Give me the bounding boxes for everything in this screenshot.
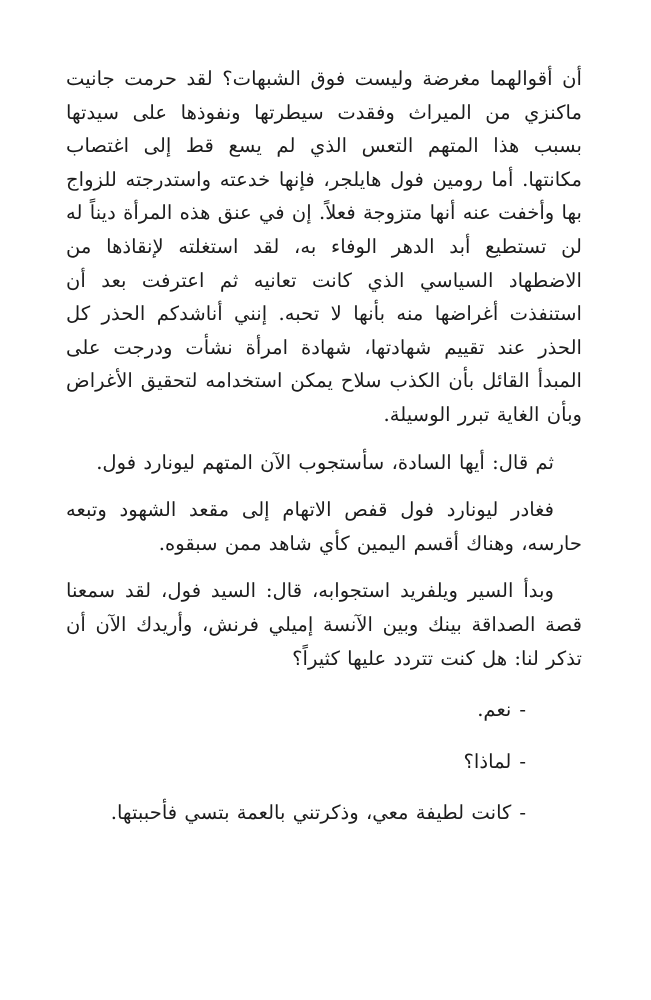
dialog-dash: - — [519, 801, 526, 825]
dialog-line-1 — [66, 693, 582, 727]
paragraph-witness-stand: فغادر ليونارد فول قفص الاتهام إلى مقعد الشهود وتبعه حارسه، وهناك أقسم اليمين كأي شاهد ممن سبقوه. — [66, 498, 582, 555]
dialog-line-3 — [66, 796, 582, 830]
dialog-text: لماذا؟ — [463, 749, 512, 773]
dialog-line-2 — [66, 745, 582, 779]
dialog-text: نعم. — [477, 698, 512, 722]
paragraph-cross-examination-intro: ثم قال: أيها السادة، سأستجوب الآن المتهم ليونارد فول. — [96, 450, 554, 474]
dialog-dash: - — [519, 698, 526, 722]
paragraph-closing-argument: أن أقوالهما مغرضة وليست فوق الشبهات؟ لقد حرمت جانيت ماكنزي من الميراث وفقدت سيطرتها ونفوذها على سيدتها بسبب هذا المتهم التعس الذي لم يسع قط إلى اغتصاب مكانتها. أما رومين فول هايلجر، فإنها خدعته واستدرجته للزواج بها وأخفت عنه أنها متزوجة فعلاً. إن في عنق هذه المرأة ديناً له لن تستطيع أبد الدهر الوفاء به، لقد استغلته لإنقاذها من الاضطهاد السياسي الذي كانت تعانيه ثم اعترفت بعد أن استنفذت أغراضها منه بأنها لا تحبه. إنني أناشدكم الحذر كل الحذر عند تقييم شهادتها، شهادة امرأة نشأت ودرجت على المبدأ القائل بأن الكذب سلاح يمكن استخدامه لتحقيق الأغراض وبأن الغاية تبرر الوسيلة. — [66, 67, 582, 426]
dialog-text: كانت لطيفة معي، وذكرتني بالعمة بتسي فأحببتها. — [110, 801, 512, 825]
book-page — [66, 62, 582, 830]
dialog-dash: - — [519, 749, 526, 773]
paragraph-questioning: وبدأ السير ويلفريد استجوابه، قال: السيد فول، لقد سمعنا قصة الصداقة بينك وبين الآنسة إميلي فرنش، وأريدك الآن أن تذكر لنا: هل كنت تتردد عليها كثيراً؟ — [66, 579, 582, 670]
